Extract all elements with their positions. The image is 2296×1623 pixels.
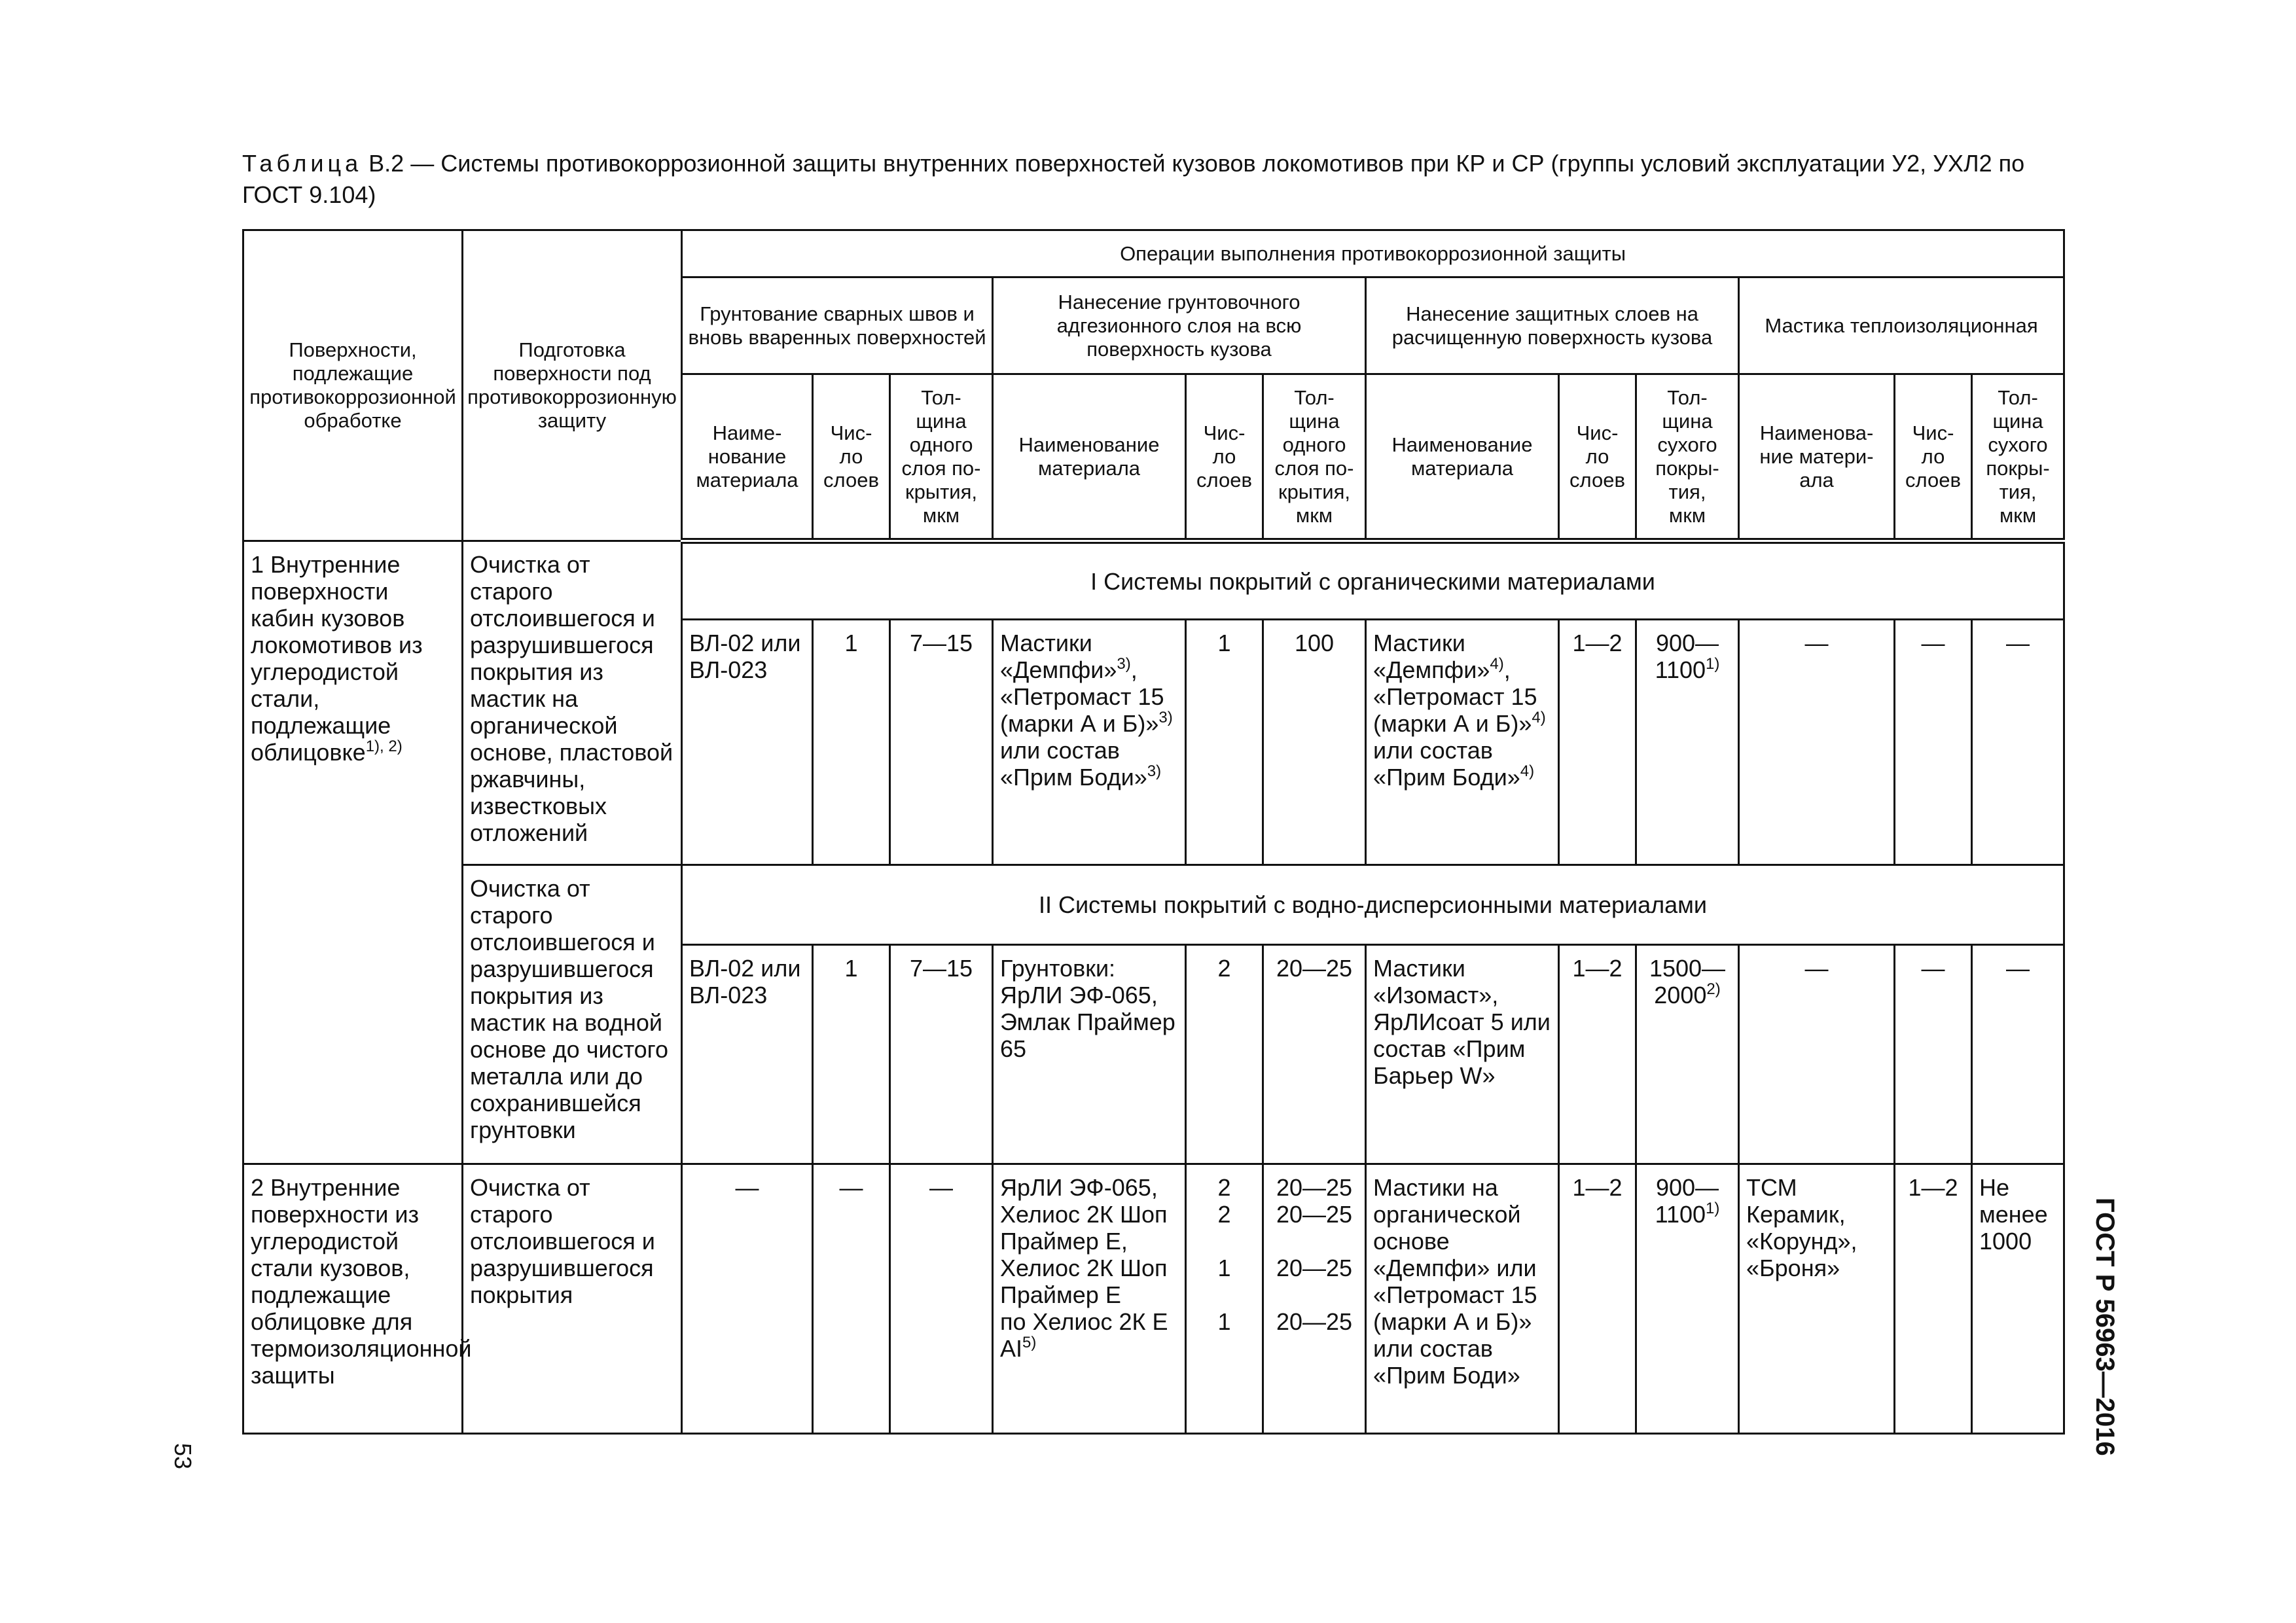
footnote-ref: 1) xyxy=(1706,655,1720,673)
header-preparation: Подготовка поверхности под противокоррозионную защиту xyxy=(463,230,682,541)
mastic-thickness: — xyxy=(1972,945,2064,1164)
protective-material: Мастики «Изомаст», ЯрЛИсоат 5 или состав «Прим Барьер W» xyxy=(1366,945,1559,1164)
header-priming: Грунтование сварных швов и вновь вваренных поверхностей xyxy=(682,277,993,374)
primer-thickness: — xyxy=(890,1164,993,1434)
adhesion-thickness: 100 xyxy=(1263,620,1366,865)
footnote-ref: 4) xyxy=(1520,762,1535,780)
adhesion-thickness: 20—25 20—25 20—25 20—25 xyxy=(1263,1164,1366,1434)
protective-layers: 1—2 xyxy=(1559,620,1636,865)
mastic-thickness: — xyxy=(1972,620,2064,865)
mastic-material: ТСМ Керамик, «Корунд», «Броня» xyxy=(1739,1164,1895,1434)
thickness-value: 1500—2000 xyxy=(1649,955,1726,1008)
subheader-thickness: Тол- щина одного слоя по- крытия, мкм xyxy=(890,374,993,541)
footnote-ref: 4) xyxy=(1490,655,1504,673)
preparation-cell: Очистка от старого отслоившегося и разрушившегося покрытия из мастик на водной основе до чистого металла или до сохранившейся грунтовки xyxy=(463,865,682,1164)
footnote-ref: 3) xyxy=(1117,655,1131,673)
table-caption xyxy=(242,148,2075,211)
material-text: Мастики «Демпфи» xyxy=(1000,630,1117,683)
adhesion-layers: 1 xyxy=(1186,620,1263,865)
adhesion-layers: 2 xyxy=(1186,945,1263,1164)
thickness-value: 900—1100 xyxy=(1655,1174,1719,1228)
document-id: ГОСТ Р 56963—2016 xyxy=(2090,1198,2119,1456)
adhesion-material xyxy=(993,1164,1186,1434)
protection-systems-table xyxy=(242,229,2065,1435)
page-number: 53 xyxy=(170,1443,196,1470)
footnote-ref: 2) xyxy=(1706,980,1721,998)
adhesion-material xyxy=(993,620,1186,865)
adhesion-material: Грунтовки: ЯрЛИ ЭФ-065, Эмлак Праймер 65 xyxy=(993,945,1186,1164)
header-adhesion: Нанесение грунтовочного адгезионного слоя на всю поверхность кузова xyxy=(993,277,1366,374)
primer-material: — xyxy=(682,1164,813,1434)
mastic-material: — xyxy=(1739,620,1895,865)
mastic-material: — xyxy=(1739,945,1895,1164)
primer-layers: 1 xyxy=(813,620,890,865)
preparation-cell: Очистка от старого отслоившегося и разрушившегося покрытия xyxy=(463,1164,682,1434)
subheader-name: Наименование материала xyxy=(993,374,1186,541)
primer-material: ВЛ-02 или ВЛ-023 xyxy=(682,620,813,865)
subheader-layers: Чис- ло слоев xyxy=(1559,374,1636,541)
section-heading: II Системы покрытий с водно-дисперсионными материалами xyxy=(682,865,2064,945)
footnote-ref: 3) xyxy=(1158,709,1173,726)
primer-material: ВЛ-02 или ВЛ-023 xyxy=(682,945,813,1164)
primer-layers: 1 xyxy=(813,945,890,1164)
footnote-ref: 5) xyxy=(1022,1334,1037,1351)
header-mastic: Мастика теплоизоляционная xyxy=(1739,277,2064,374)
material-text: ЯрЛИ ЭФ-065, Хелиос 2К Шоп Праймер Е, Хелиос 2К Шоп Праймер Е по Хелиос 2К Е AI xyxy=(1000,1174,1168,1362)
preparation-cell: Очистка от старого отслоившегося и разрушившегося покрытия из мастик на органической основе, пластовой ржавчины, известковых отложений xyxy=(463,541,682,865)
protective-layers: 1—2 xyxy=(1559,945,1636,1164)
adhesion-layers: 2 2 1 1 xyxy=(1186,1164,1263,1434)
material-text: , «Петромаст 15 (марки А и Б)» xyxy=(1373,656,1537,737)
mastic-layers: — xyxy=(1895,620,1972,865)
subheader-name: Наименова- ние матери- ала xyxy=(1739,374,1895,541)
subheader-layers: Чис- ло слоев xyxy=(1186,374,1263,541)
thickness-value: 900—1100 xyxy=(1655,630,1719,683)
surface-cell xyxy=(243,541,463,1164)
mastic-layers: 1—2 xyxy=(1895,1164,1972,1434)
subheader-layers: Чис- ло слоев xyxy=(813,374,890,541)
adhesion-thickness: 20—25 xyxy=(1263,945,1366,1164)
primer-thickness: 7—15 xyxy=(890,945,993,1164)
caption-text: В.2 — Системы противокоррозионной защиты внутренних поверхностей кузовов локомотивов при КР и СР (группы условий эксплуатации У2, УХЛ2 по ГОСТ 9.104) xyxy=(242,150,2025,208)
material-text: , «Петромаст 15 (марки А и Б)» xyxy=(1000,656,1164,737)
section-heading: I Системы покрытий с органическими материалами xyxy=(682,541,2064,620)
material-text: Мастики «Демпфи» xyxy=(1373,630,1490,683)
mastic-layers: — xyxy=(1895,945,1972,1164)
footnote-ref: 3) xyxy=(1147,762,1162,780)
subheader-thickness: Тол- щина сухого покры- тия, мкм xyxy=(1636,374,1739,541)
caption-label: Таблица xyxy=(242,150,363,177)
subheader-name: Наиме- нование материала xyxy=(682,374,813,541)
protective-layers: 1—2 xyxy=(1559,1164,1636,1434)
protective-thickness xyxy=(1636,620,1739,865)
subheader-layers: Чис- ло слоев xyxy=(1895,374,1972,541)
subheader-thickness: Тол- щина одного слоя по- крытия, мкм xyxy=(1263,374,1366,541)
protective-thickness xyxy=(1636,1164,1739,1434)
subheader-thickness: Тол- щина сухого покры- тия, мкм xyxy=(1972,374,2064,541)
protective-material xyxy=(1366,620,1559,865)
primer-layers: — xyxy=(813,1164,890,1434)
footnote-ref: 1) xyxy=(1706,1200,1720,1217)
header-protective: Нанесение защитных слоев на расчищенную поверхность кузова xyxy=(1366,277,1739,374)
footnote-ref: 1), 2) xyxy=(365,738,403,755)
surface-cell: 2 Внутренние поверхности из углеродистой стали кузовов, подлежащие облицовке для термоизоляционной защиты xyxy=(243,1164,463,1434)
surface-text: 1 Внутренние поверхности кабин кузовов локомотивов из углеродистой стали, подлежащие облицовке xyxy=(251,551,423,766)
footnote-ref: 4) xyxy=(1532,709,1546,726)
protective-thickness xyxy=(1636,945,1739,1164)
mastic-thickness: Не менее 1000 xyxy=(1972,1164,2064,1434)
primer-thickness: 7—15 xyxy=(890,620,993,865)
material-text: или состав «Прим Боди» xyxy=(1000,737,1147,791)
subheader-name: Наименование материала xyxy=(1366,374,1559,541)
material-text: или состав «Прим Боди» xyxy=(1373,737,1520,791)
header-surfaces: Поверхности, подлежащие противокоррозионной обработке xyxy=(243,230,463,541)
header-operations: Операции выполнения противокоррозионной защиты xyxy=(682,230,2064,277)
protective-material: Мастики на органической основе «Демпфи» или «Петромаст 15 (марки А и Б)» или состав «Прим Боди» xyxy=(1366,1164,1559,1434)
